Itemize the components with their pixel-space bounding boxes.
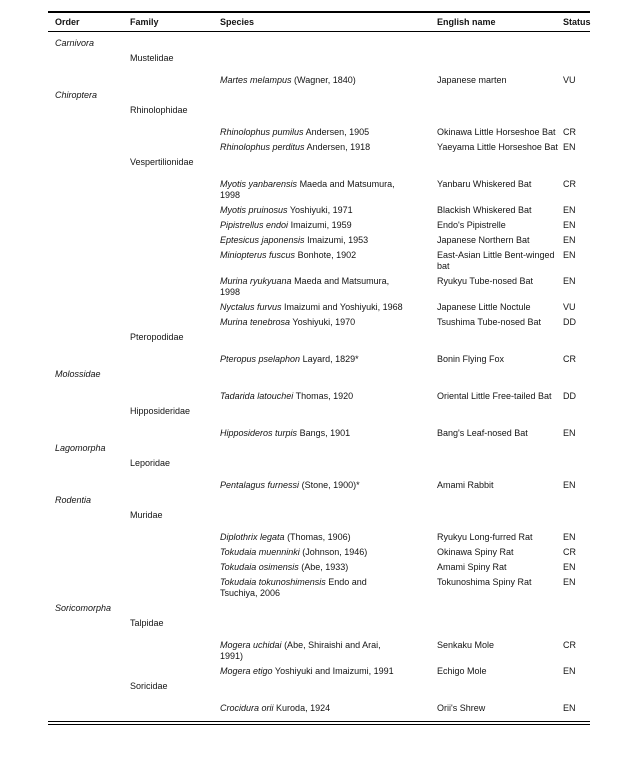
status-code: EN bbox=[563, 428, 576, 438]
species-authority: (Abe, Shiraishi and Arai, 1991) bbox=[220, 640, 381, 661]
species-scientific-name: Pteropus pselaphon bbox=[220, 354, 301, 364]
status-code: CR bbox=[563, 547, 576, 557]
status-code: EN bbox=[563, 562, 576, 572]
english-name: Tokunoshima Spiny Rat bbox=[437, 577, 532, 587]
column-header-order: Order bbox=[55, 17, 80, 27]
species-cell bbox=[220, 577, 437, 599]
species-cell bbox=[220, 179, 437, 201]
order-row bbox=[48, 367, 590, 382]
family-row bbox=[48, 456, 590, 471]
column-header-species: Species bbox=[220, 17, 255, 27]
species-row bbox=[48, 478, 590, 493]
english-name: Amami Rabbit bbox=[437, 480, 494, 490]
english-name: East-Asian Little Bent-winged bat bbox=[437, 250, 555, 271]
species-authority: (Abe, 1933) bbox=[301, 562, 349, 572]
species-scientific-name: Tokudaia muenninki bbox=[220, 547, 300, 557]
species-cell bbox=[220, 428, 437, 439]
species-cell bbox=[220, 666, 437, 677]
species-row bbox=[48, 426, 590, 441]
bottom-rule bbox=[48, 724, 590, 725]
species-row bbox=[48, 73, 590, 88]
family-row bbox=[48, 155, 590, 170]
species-authority: (Thomas, 1906) bbox=[287, 532, 351, 542]
status-code: CR bbox=[563, 127, 576, 137]
species-authority: Andersen, 1918 bbox=[306, 142, 371, 152]
species-row bbox=[48, 274, 590, 300]
english-name: Japanese Northern Bat bbox=[437, 235, 530, 245]
status-code: VU bbox=[563, 75, 576, 85]
species-scientific-name: Martes melampus bbox=[220, 75, 292, 85]
species-authority: Bangs, 1901 bbox=[299, 428, 351, 438]
species-scientific-name: Hipposideros turpis bbox=[220, 428, 298, 438]
species-cell bbox=[220, 250, 437, 272]
table-body bbox=[48, 32, 590, 722]
species-authority: Maeda and Matsumura, 1998 bbox=[220, 179, 395, 200]
species-scientific-name: Diplothrix legata bbox=[220, 532, 285, 542]
species-row bbox=[48, 248, 590, 274]
species-cell bbox=[220, 547, 437, 558]
family-name: Talpidae bbox=[130, 618, 164, 628]
status-code: CR bbox=[563, 354, 576, 364]
order-name: Molossidae bbox=[55, 369, 101, 379]
species-scientific-name: Pentalagus furnessi bbox=[220, 480, 300, 490]
family-name: Pteropodidae bbox=[130, 332, 184, 342]
species-cell bbox=[220, 391, 437, 402]
species-cell bbox=[220, 562, 437, 573]
species-authority: Yoshiyuki, 1971 bbox=[289, 205, 353, 215]
english-name: Yaeyama Little Horseshoe Bat bbox=[437, 142, 558, 152]
status-code: EN bbox=[563, 276, 576, 286]
column-header-english-name: English name bbox=[437, 17, 496, 27]
column-header-status: Status bbox=[563, 17, 591, 27]
species-cell bbox=[220, 127, 437, 138]
english-name: Ryukyu Tube-nosed Bat bbox=[437, 276, 534, 286]
species-row bbox=[48, 315, 590, 330]
english-name: Echigo Mole bbox=[437, 666, 487, 676]
species-cell bbox=[220, 276, 437, 298]
species-authority: (Johnson, 1946) bbox=[302, 547, 368, 557]
species-scientific-name: Murina ryukyuana bbox=[220, 276, 292, 286]
family-name: Mustelidae bbox=[130, 53, 174, 63]
species-row bbox=[48, 575, 590, 601]
order-row bbox=[48, 601, 590, 616]
species-authority: Imaizumi, 1959 bbox=[290, 220, 352, 230]
species-scientific-name: Myotis yanbarensis bbox=[220, 179, 298, 189]
species-row bbox=[48, 140, 590, 155]
species-cell bbox=[220, 205, 437, 216]
english-name: Orii's Shrew bbox=[437, 703, 486, 713]
family-name: Rhinolophidae bbox=[130, 105, 188, 115]
species-row bbox=[48, 203, 590, 218]
species-cell bbox=[220, 235, 437, 246]
species-scientific-name: Tadarida latouchei bbox=[220, 391, 294, 401]
species-authority: Imaizumi, 1953 bbox=[307, 235, 369, 245]
species-cell bbox=[220, 480, 437, 491]
species-authority: Maeda and Matsumura, 1998 bbox=[220, 276, 390, 297]
species-scientific-name: Murina tenebrosa bbox=[220, 317, 291, 327]
species-scientific-name: Miniopterus fuscus bbox=[220, 250, 296, 260]
species-cell bbox=[220, 142, 437, 153]
status-code: EN bbox=[563, 250, 576, 260]
species-row bbox=[48, 125, 590, 140]
species-authority: (Stone, 1900)* bbox=[301, 480, 360, 490]
species-authority: Endo and Tsuchiya, 2006 bbox=[220, 577, 367, 598]
species-row bbox=[48, 701, 590, 716]
english-name: Bonin Flying Fox bbox=[437, 354, 505, 364]
english-name: Japanese marten bbox=[437, 75, 507, 85]
order-name: Chiroptera bbox=[55, 90, 98, 100]
english-name: Amami Spiny Rat bbox=[437, 562, 507, 572]
species-row bbox=[48, 638, 590, 664]
english-name: Tsushima Tube-nosed Bat bbox=[437, 317, 542, 327]
status-code: EN bbox=[563, 666, 576, 676]
species-row bbox=[48, 664, 590, 679]
order-name: Rodentia bbox=[55, 495, 92, 505]
species-scientific-name: Tokudaia osimensis bbox=[220, 562, 299, 572]
status-code: EN bbox=[563, 532, 576, 542]
species-authority: Andersen, 1905 bbox=[305, 127, 370, 137]
family-name: Vespertilionidae bbox=[130, 157, 194, 167]
species-scientific-name: Mogera uchidai bbox=[220, 640, 282, 650]
species-row bbox=[48, 177, 590, 203]
species-row bbox=[48, 300, 590, 315]
table-header-row bbox=[48, 11, 590, 32]
species-table bbox=[48, 11, 590, 725]
species-cell bbox=[220, 640, 437, 662]
species-scientific-name: Tokudaia tokunoshimensis bbox=[220, 577, 326, 587]
species-cell bbox=[220, 317, 437, 328]
english-name: Bang's Leaf-nosed Bat bbox=[437, 428, 528, 438]
english-name: Okinawa Little Horseshoe Bat bbox=[437, 127, 556, 137]
english-name: Okinawa Spiny Rat bbox=[437, 547, 514, 557]
status-code: EN bbox=[563, 235, 576, 245]
status-code: DD bbox=[563, 391, 576, 401]
family-name: Hipposideridae bbox=[130, 406, 191, 416]
species-scientific-name: Rhinolophus perditus bbox=[220, 142, 305, 152]
english-name: Yanbaru Whiskered Bat bbox=[437, 179, 532, 189]
family-name: Soricidae bbox=[130, 681, 168, 691]
order-row bbox=[48, 88, 590, 103]
status-code: DD bbox=[563, 317, 576, 327]
status-code: EN bbox=[563, 205, 576, 215]
status-code: EN bbox=[563, 703, 576, 713]
species-scientific-name: Mogera etigo bbox=[220, 666, 273, 676]
order-row bbox=[48, 493, 590, 508]
species-row bbox=[48, 560, 590, 575]
species-cell bbox=[220, 75, 437, 86]
species-cell bbox=[220, 302, 437, 313]
status-code: EN bbox=[563, 220, 576, 230]
english-name: Ryukyu Long-furred Rat bbox=[437, 532, 533, 542]
order-row bbox=[48, 441, 590, 456]
species-authority: Bonhote, 1902 bbox=[297, 250, 357, 260]
family-row bbox=[48, 616, 590, 631]
status-code: EN bbox=[563, 142, 576, 152]
family-name: Muridae bbox=[130, 510, 163, 520]
species-authority: Yoshiyuki, 1970 bbox=[292, 317, 356, 327]
species-cell bbox=[220, 703, 437, 714]
english-name: Endo's Pipistrelle bbox=[437, 220, 506, 230]
english-name: Oriental Little Free-tailed Bat bbox=[437, 391, 552, 401]
species-authority: Yoshiyuki and Imaizumi, 1991 bbox=[274, 666, 394, 676]
species-authority: Thomas, 1920 bbox=[295, 391, 354, 401]
species-scientific-name: Rhinolophus pumilus bbox=[220, 127, 304, 137]
order-name: Carnivora bbox=[55, 38, 95, 48]
order-row bbox=[48, 36, 590, 51]
species-scientific-name: Eptesicus japonensis bbox=[220, 235, 305, 245]
family-name: Leporidae bbox=[130, 458, 171, 468]
species-cell bbox=[220, 220, 437, 231]
status-code: CR bbox=[563, 640, 576, 650]
english-name: Blackish Whiskered Bat bbox=[437, 205, 532, 215]
species-scientific-name: Crocidura orii bbox=[220, 703, 274, 713]
order-name: Lagomorpha bbox=[55, 443, 106, 453]
order-name: Soricomorpha bbox=[55, 603, 112, 613]
species-scientific-name: Pipistrellus endoi bbox=[220, 220, 289, 230]
family-row bbox=[48, 679, 590, 694]
species-row bbox=[48, 352, 590, 367]
status-code: CR bbox=[563, 179, 576, 189]
species-row bbox=[48, 233, 590, 248]
family-row bbox=[48, 404, 590, 419]
species-row bbox=[48, 389, 590, 404]
family-row bbox=[48, 330, 590, 345]
status-code: EN bbox=[563, 480, 576, 490]
species-scientific-name: Nyctalus furvus bbox=[220, 302, 282, 312]
english-name: Japanese Little Noctule bbox=[437, 302, 531, 312]
status-code: VU bbox=[563, 302, 576, 312]
status-code: EN bbox=[563, 577, 576, 587]
family-row bbox=[48, 103, 590, 118]
english-name: Senkaku Mole bbox=[437, 640, 495, 650]
family-row bbox=[48, 51, 590, 66]
column-header-family: Family bbox=[130, 17, 159, 27]
species-cell bbox=[220, 532, 437, 543]
species-authority: Layard, 1829* bbox=[302, 354, 359, 364]
species-authority: Kuroda, 1924 bbox=[276, 703, 331, 713]
species-cell bbox=[220, 354, 437, 365]
family-row bbox=[48, 508, 590, 523]
species-row bbox=[48, 530, 590, 545]
species-row bbox=[48, 218, 590, 233]
species-authority: Imaizumi and Yoshiyuki, 1968 bbox=[284, 302, 403, 312]
species-authority: (Wagner, 1840) bbox=[294, 75, 356, 85]
species-row bbox=[48, 545, 590, 560]
species-scientific-name: Myotis pruinosus bbox=[220, 205, 288, 215]
